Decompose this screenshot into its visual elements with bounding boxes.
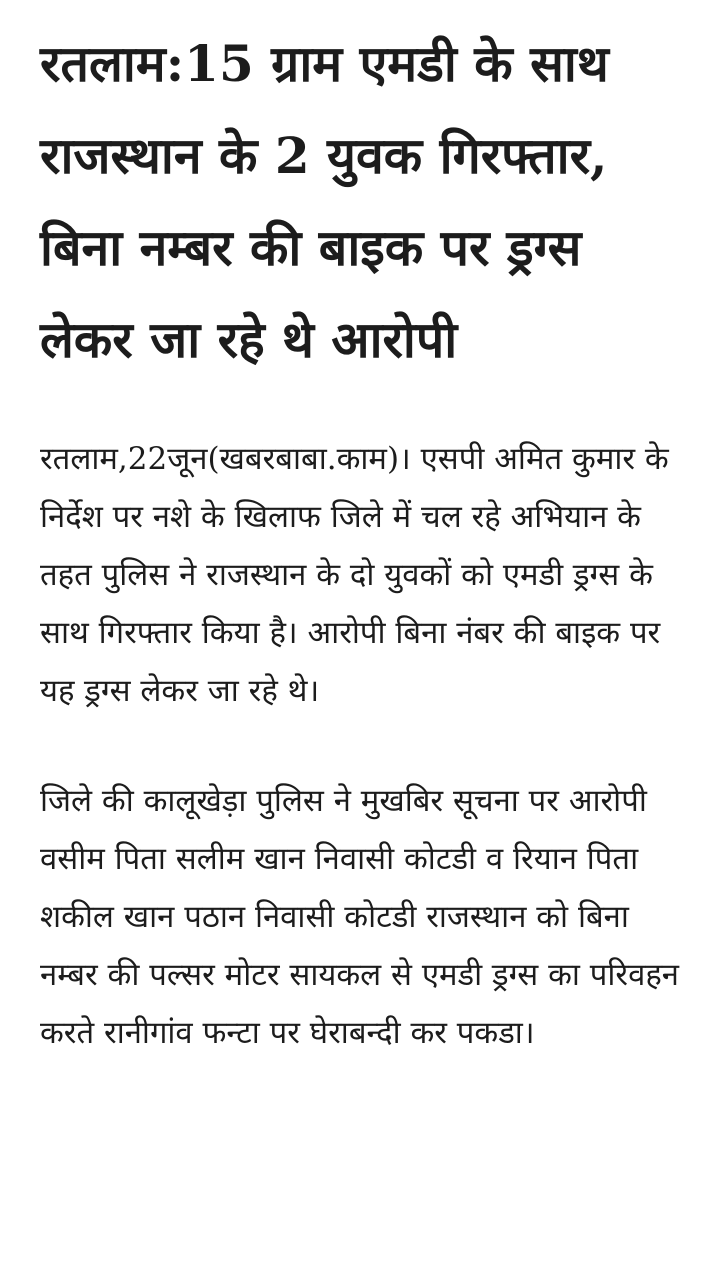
- article-headline: रतलाम:15 ग्राम एमडी के साथ राजस्थान के 2 युवक गिरफ्तार, बिना नम्बर की बाइक पर ड्रग्स लेकर जा रहे थे आरोपी: [40, 34, 609, 369]
- news-article: [40, 18, 690, 1062]
- article-paragraph-1: रतलाम,22जून(खबरबाबा.काम)। एसपी अमित कुमार के निर्देश पर नशे के खिलाफ जिले में चल रहे अभियान के तहत पुलिस ने राजस्थान के दो युवकों को एमडी ड्रग्स के साथ गिरफ्तार किया है। आरोपी बिना नंबर की बाइक पर यह ड्रग्स लेकर जा रहे थे।: [40, 441, 669, 709]
- article-paragraph-2: जिले की कालूखेड़ा पुलिस ने मुखबिर सूचना पर आरोपी वसीम पिता सलीम खान निवासी कोटडी व रियान पिता शकील खान पठान निवासी कोटडी राजस्थान को बिना नम्बर की पल्सर मोटर सायकल से एमडी ड्रग्स का परिवहन करते रानीगांव फन्टा पर घेराबन्दी कर पकडा।: [40, 783, 679, 1051]
